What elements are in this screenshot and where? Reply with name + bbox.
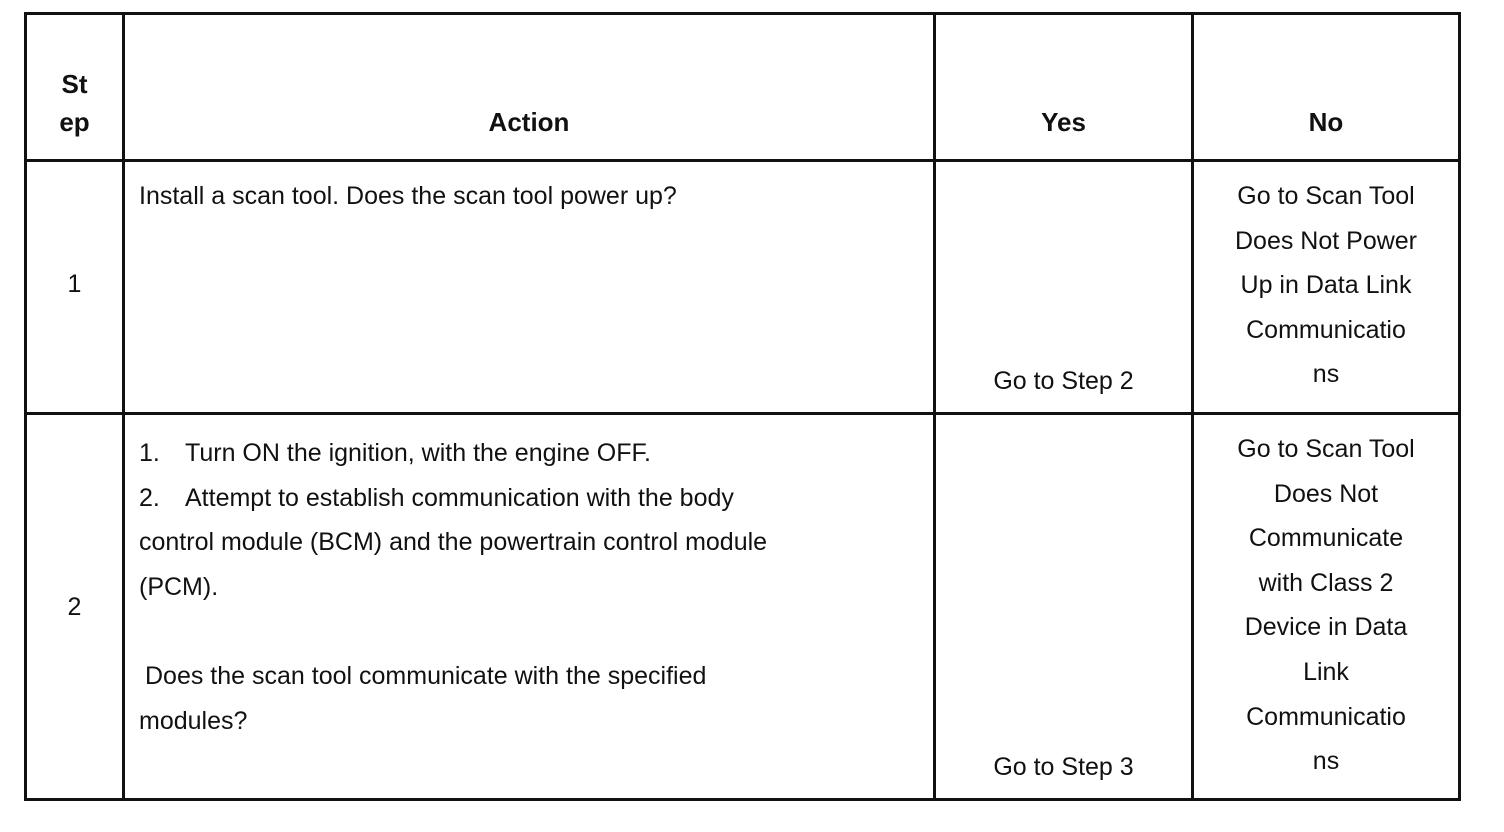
no-action-line: Communicatio bbox=[1246, 315, 1406, 344]
header-no-cell bbox=[1193, 14, 1460, 161]
step-number: 2 bbox=[67, 593, 82, 621]
header-yes-cell bbox=[935, 14, 1193, 161]
action-text: Install a scan tool. Does the scan tool power up? bbox=[139, 182, 677, 210]
question-line: modules? bbox=[139, 706, 248, 735]
header-action: Action bbox=[488, 107, 570, 137]
table-row bbox=[26, 414, 1460, 800]
no-cell bbox=[1193, 414, 1460, 800]
yes-cell bbox=[935, 161, 1193, 414]
table-row bbox=[26, 161, 1460, 414]
list-number: 1. bbox=[139, 439, 160, 467]
no-action-line: Communicatio bbox=[1246, 702, 1406, 731]
no-action-line: with Class 2 bbox=[1258, 568, 1394, 597]
yes-action: Go to Step 2 bbox=[993, 367, 1134, 396]
diagnostic-table bbox=[24, 12, 1461, 801]
no-action-line: Link bbox=[1303, 657, 1349, 686]
no-action bbox=[1194, 415, 1458, 784]
no-action-line: Go to Scan Tool bbox=[1237, 435, 1415, 463]
action-continuation-line: (PCM). bbox=[139, 572, 219, 601]
no-action-line: Does Not Power bbox=[1234, 226, 1418, 255]
action-continuation-line: control module (BCM) and the powertrain control module bbox=[139, 528, 768, 557]
table-header-row bbox=[26, 14, 1460, 161]
step-number: 1 bbox=[67, 270, 82, 298]
list-text: Attempt to establish communication with the body bbox=[185, 483, 734, 512]
action-list-item bbox=[139, 431, 919, 476]
no-action-line: ns bbox=[1312, 360, 1340, 389]
yes-action: Go to Step 3 bbox=[993, 753, 1134, 782]
no-action-line: Does Not bbox=[1273, 479, 1379, 508]
no-action bbox=[1194, 162, 1458, 397]
header-action-cell bbox=[124, 14, 935, 161]
no-cell bbox=[1193, 161, 1460, 414]
question-line: Does the scan tool communicate with the specified bbox=[145, 661, 707, 690]
action-cell bbox=[124, 161, 935, 414]
list-text: Turn ON the ignition, with the engine OFF. bbox=[185, 439, 651, 467]
header-no: No bbox=[1308, 107, 1344, 137]
no-action-line: Device in Data bbox=[1244, 613, 1408, 642]
yes-cell bbox=[935, 414, 1193, 800]
step-cell bbox=[26, 414, 124, 800]
header-yes: Yes bbox=[1041, 107, 1086, 137]
action-list-item bbox=[139, 476, 919, 521]
no-action-line: Up in Data Link bbox=[1240, 271, 1412, 300]
header-step-cell bbox=[26, 14, 124, 161]
action-cell bbox=[124, 414, 935, 800]
no-action-line: Communicate bbox=[1248, 524, 1404, 553]
no-action-line: Go to Scan Tool bbox=[1237, 182, 1415, 210]
no-action-line: ns bbox=[1312, 747, 1340, 776]
header-step: St ep bbox=[59, 69, 90, 137]
list-number: 2. bbox=[139, 483, 160, 512]
step-cell bbox=[26, 161, 124, 414]
